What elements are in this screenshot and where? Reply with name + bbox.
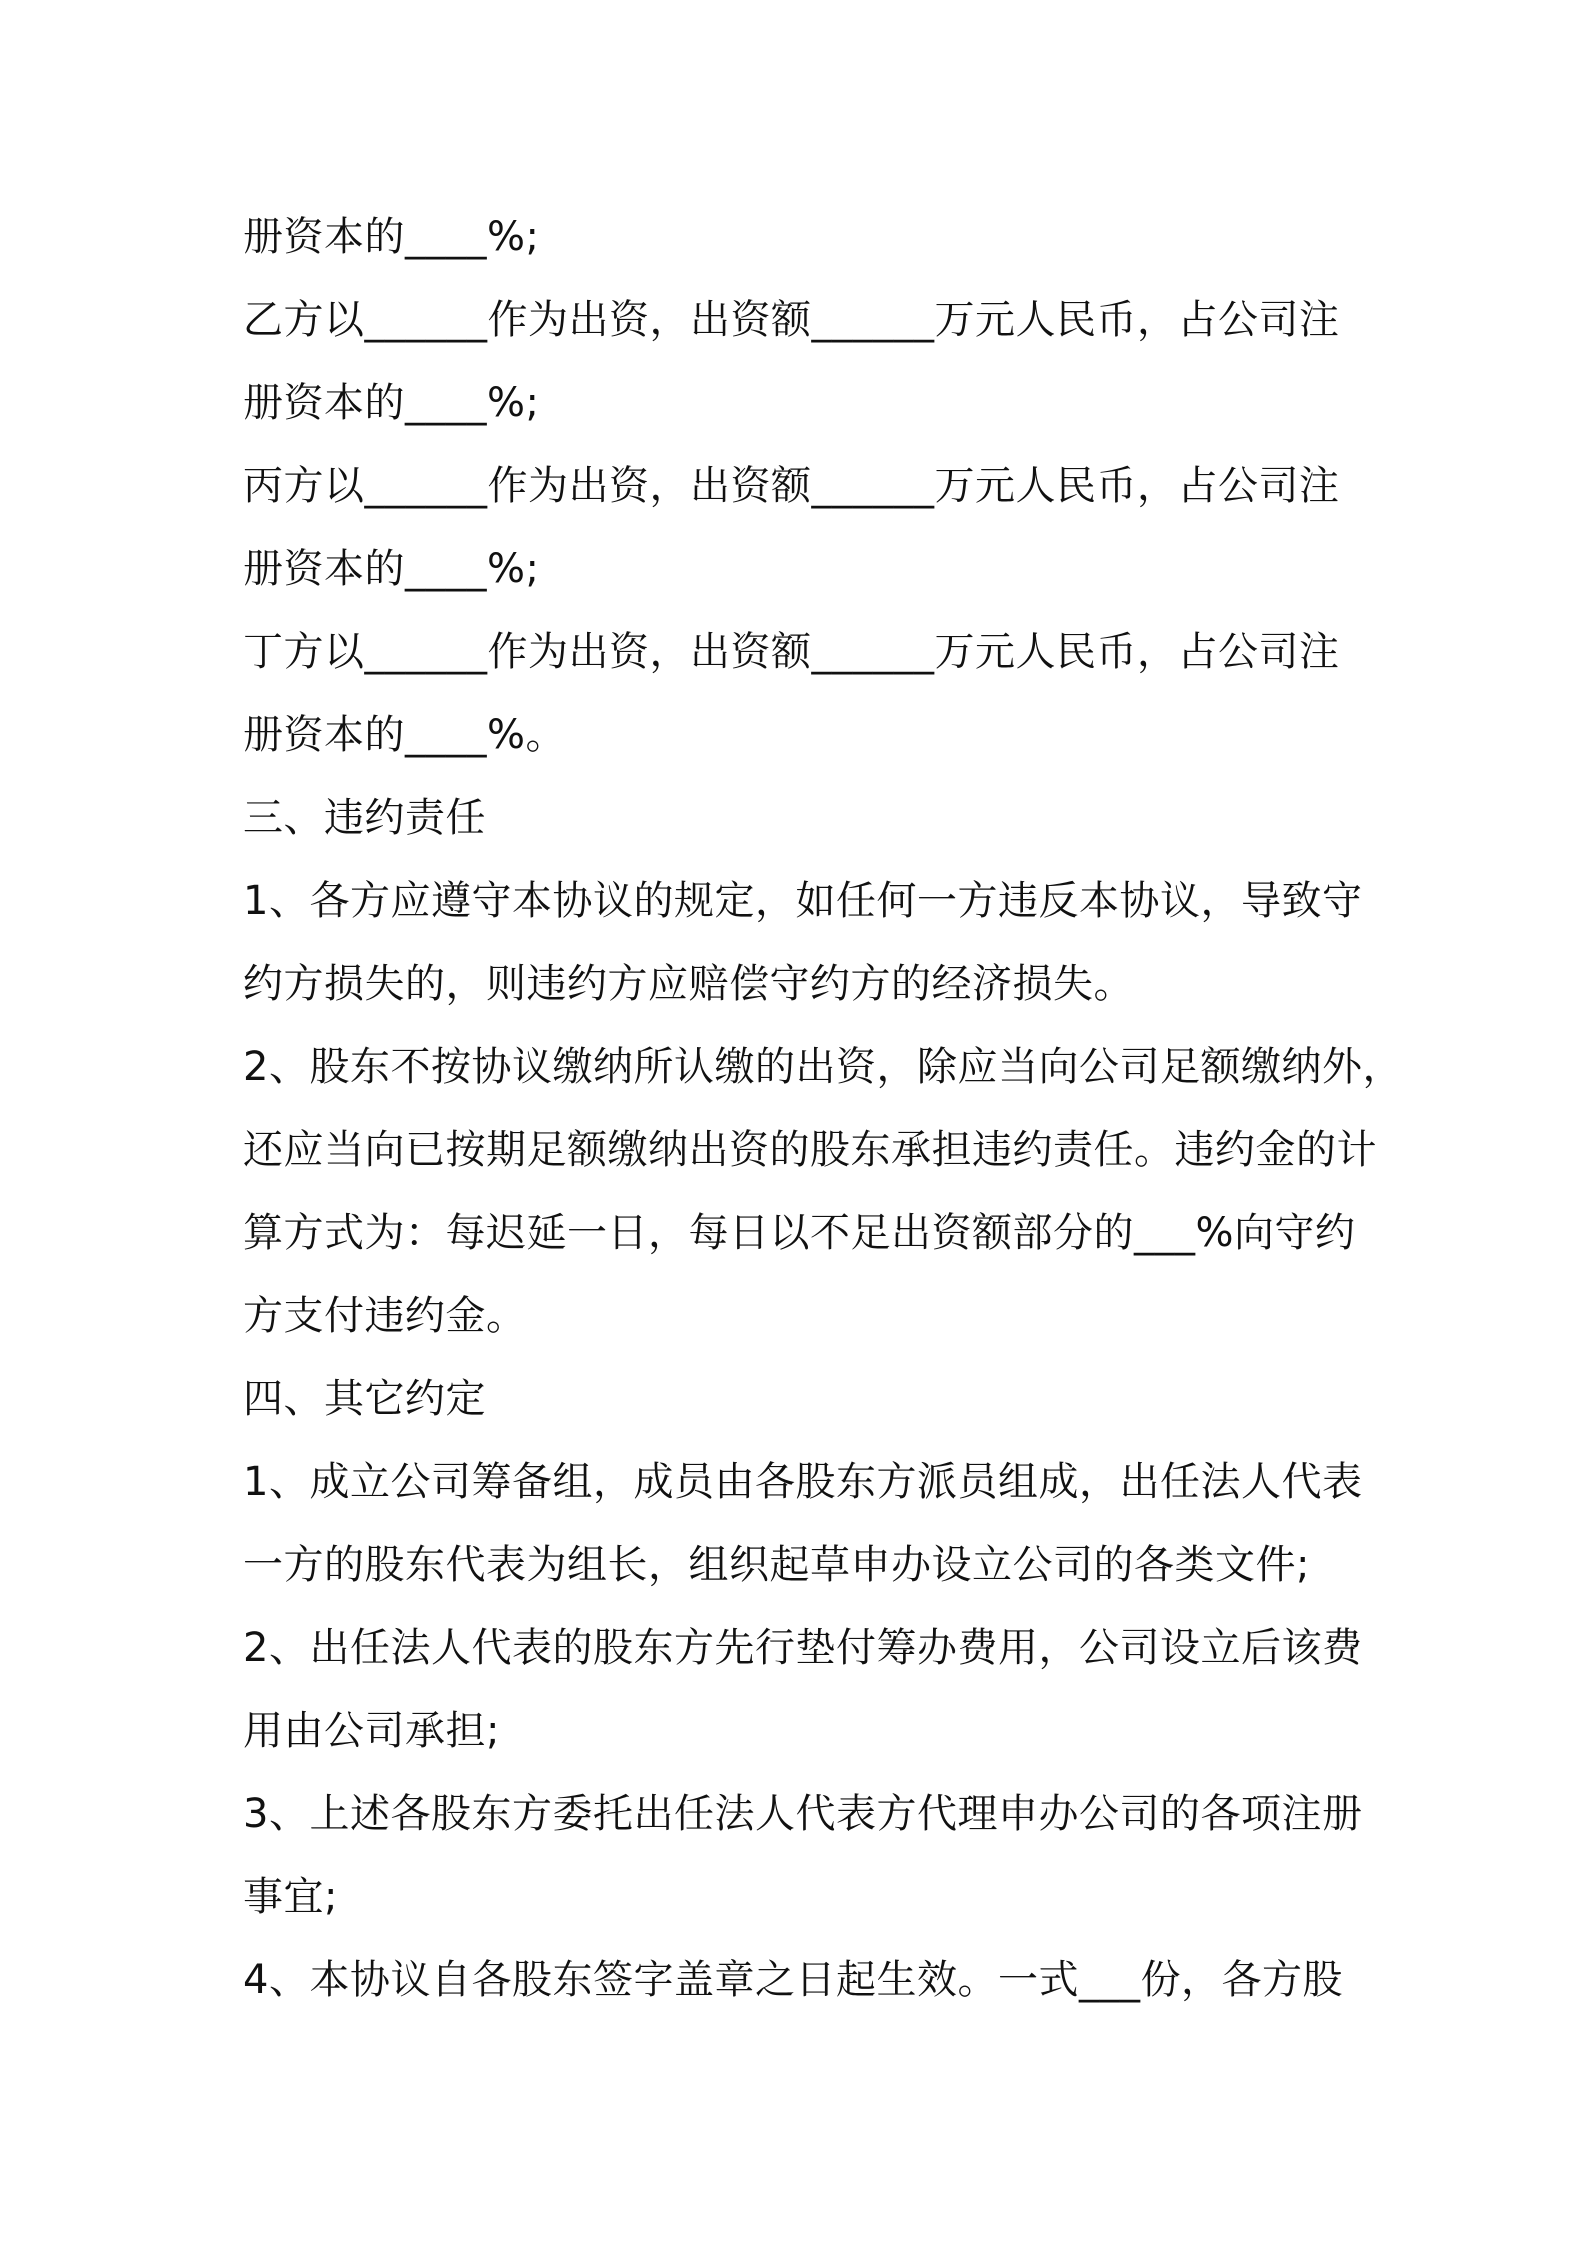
text-line: 1、成立公司筹备组，成员由各股东方派员组成，出任法人代表 (243, 1459, 1363, 1505)
text-line: 册资本的____%; (243, 214, 540, 260)
text-line: 算方式为：每迟延一日，每日以不足出资额部分的___%向守约 (243, 1210, 1356, 1256)
text-line: 册资本的____%; (243, 380, 540, 426)
document-body (243, 196, 1403, 2022)
section-heading: 四、其它约定 (243, 1376, 486, 1422)
text-line: 册资本的____%; (243, 546, 540, 592)
section-heading: 三、违约责任 (243, 795, 486, 841)
text-line: 方支付违约金。 (243, 1293, 527, 1339)
text-line: 3、上述各股东方委托出任法人代表方代理申办公司的各项注册 (243, 1791, 1363, 1837)
text-line: 乙方以______作为出资，出资额______万元人民币，占公司注 (243, 297, 1340, 343)
text-line: 事宜; (243, 1874, 338, 1920)
text-line: 还应当向已按期足额缴纳出资的股东承担违约责任。违约金的计 (243, 1127, 1377, 1173)
text-line: 用由公司承担; (243, 1708, 500, 1754)
text-line: 2、股东不按协议缴纳所认缴的出资，除应当向公司足额缴纳外， (243, 1044, 1403, 1090)
text-line: 册资本的____%。 (243, 712, 567, 758)
text-line: 约方损失的，则违约方应赔偿守约方的经济损失。 (243, 961, 1134, 1007)
text-line: 4、本协议自各股东签字盖章之日起生效。一式___份，各方股 (243, 1957, 1343, 2003)
text-line: 2、出任法人代表的股东方先行垫付筹办费用，公司设立后该费 (243, 1625, 1363, 1671)
text-line: 丁方以______作为出资，出资额______万元人民币，占公司注 (243, 629, 1340, 675)
text-line: 一方的股东代表为组长，组织起草申办设立公司的各类文件; (243, 1542, 1310, 1588)
text-line: 丙方以______作为出资，出资额______万元人民币，占公司注 (243, 463, 1340, 509)
text-line: 1、各方应遵守本协议的规定，如任何一方违反本协议，导致守 (243, 878, 1363, 924)
